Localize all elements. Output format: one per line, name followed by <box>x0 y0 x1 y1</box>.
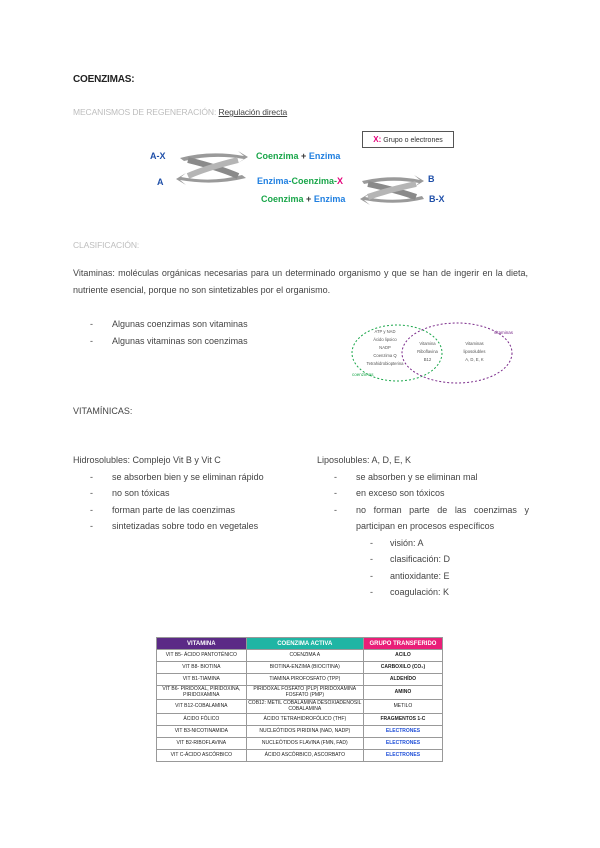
enzima-3: Enzima <box>313 194 346 204</box>
cell-grupo: FRAGMENTOS 1-C <box>363 714 442 726</box>
list-item: - visión: A <box>370 537 424 548</box>
label-ax: A-X <box>150 151 166 161</box>
vitaminicas-heading: VITAMÍNICAS: <box>73 406 133 416</box>
venn-middle-text: Vitamina Riboflavina B12 <box>417 341 438 362</box>
cell-coenzima: BIOTINA-ENZIMA (BIOCITINA) <box>246 662 363 674</box>
regeneration-arrows <box>0 0 600 260</box>
cell-vitamina: VIT B2-RIBOFLAVINA <box>157 738 247 750</box>
coenzima-1: Coenzima <box>256 151 299 161</box>
enzima-2: Enzima- <box>257 176 292 186</box>
list-item: - forman parte de las coenzimas <box>90 504 236 515</box>
table-row <box>157 650 443 662</box>
list-item: - sintetizadas sobre todo en vegetales <box>90 521 259 531</box>
cell-coenzima: NUCLEÓTIDOS FLAVINA (FMN, FAD) <box>246 738 363 750</box>
lipo-title: Liposolubles: A, D, E, K <box>317 455 412 465</box>
cell-coenzima: NUCLEÓTIDOS PIRIDINA (NAD, NADP) <box>246 726 363 738</box>
vitamins-definition: Vitaminas: moléculas orgánicas necesarias para un determinado organismo y que se han de ingerir en la dieta, nutriente esencial, porque no son sintetizables por el organismo. <box>73 268 528 295</box>
table-row <box>157 674 443 686</box>
plus-1: + <box>301 151 307 161</box>
vitamin-coenzyme-table <box>156 637 443 762</box>
label-bx: B-X <box>429 194 445 204</box>
mechanisms-link: Regulación directa <box>218 107 288 117</box>
right-exchange-arrow <box>360 175 424 205</box>
reaction-line-2 <box>257 176 343 186</box>
cell-grupo: CARBOXILO (CO₂) <box>363 662 442 674</box>
reaction-line-3 <box>261 194 345 204</box>
coenzima-2: Coenzima- <box>291 176 338 186</box>
label-b: B <box>428 174 435 184</box>
cell-grupo: ACILO <box>363 650 442 662</box>
cell-grupo: ELECTRONES <box>363 750 442 762</box>
cell-vitamina: VIT B1-TIAMINA <box>157 674 247 686</box>
cell-coenzima: ÁCIDO ASCÓRBICO, ASCORBATO <box>246 750 363 762</box>
cell-vitamina: VIT C-ÁCIDO ASCÓRBICO <box>157 750 247 762</box>
cell-vitamina: VIT B6- PIRIDOXAL, PIRIDOXINA, PIRIDOXAMINA <box>157 686 247 700</box>
cell-vitamina: VIT B8- BIOTINA <box>157 662 247 674</box>
cell-vitamina: VIT B5- ÁCIDO PANTOTÉNICO <box>157 650 247 662</box>
cell-grupo: ELECTRONES <box>363 738 442 750</box>
legend-text: Grupo o electrones <box>383 137 443 144</box>
cell-coenzima: PIRIDOXAL FOSFATO (PLP) PIRIDOXAMINA FOSFATO (PMP) <box>246 686 363 700</box>
hydrosoluble-column <box>73 452 303 535</box>
liposoluble-column <box>317 452 529 601</box>
table-row <box>157 700 443 714</box>
header-coenzima: COENZIMA ACTIVA <box>246 638 363 650</box>
page-title: COENZIMAS: <box>73 74 135 85</box>
cell-coenzima: TIAMINA PIROFOSFATO (TPP) <box>246 674 363 686</box>
list-item: - se absorben bien y se eliminan rápido <box>90 471 264 482</box>
table-row <box>157 714 443 726</box>
list-item: - no son tóxicas <box>90 488 170 498</box>
left-exchange-arrow <box>176 151 248 185</box>
cell-grupo: AMINO <box>363 686 442 700</box>
list-item: - se absorben y se eliminan mal <box>334 471 478 482</box>
label-a: A <box>157 177 164 187</box>
coenzima-3: Coenzima <box>261 194 304 204</box>
cell-coenzima: COENZIMA A <box>246 650 363 662</box>
plus-3: + <box>306 194 312 204</box>
table-header-row <box>157 638 443 650</box>
classification-heading: CLASIFICACIÓN: <box>73 240 140 250</box>
table-row <box>157 662 443 674</box>
list-item: - en exceso son tóxicos <box>334 488 445 498</box>
venn-right-label: vitaminas <box>494 330 514 335</box>
cell-vitamina: VIT B12-COBALAMINA <box>157 700 247 714</box>
cell-coenzima: COB12: METIL COBALAMINA DESOXIADENOSIL COBALAMINA <box>246 700 363 714</box>
venn-left-label: coenzimas <box>352 372 374 377</box>
list-item: - no forman parte de las coenzimas y participan en procesos específicos <box>334 504 529 531</box>
header-grupo: GRUPO TRANSFERIDO <box>363 638 442 650</box>
list-item: - coagulación: K <box>370 587 450 597</box>
list-item: - clasificación: D <box>370 554 451 564</box>
cell-grupo: METILO <box>363 700 442 714</box>
enzima-1: Enzima <box>308 151 341 161</box>
table-row <box>157 738 443 750</box>
table-row <box>157 686 443 700</box>
cell-coenzima: ÁCIDO TETRAHIDROFÓLICO (THF) <box>246 714 363 726</box>
mechanisms-label: MECANISMOS DE REGENERACIÓN: <box>73 107 219 117</box>
cell-vitamina: VIT B3-NICOTINAMIDA <box>157 726 247 738</box>
cell-grupo: ALDEHÍDO <box>363 674 442 686</box>
cell-vitamina: ÁCIDO FÓLICO <box>157 714 247 726</box>
list-item: - antioxidante: E <box>370 570 450 581</box>
legend-x: X: <box>373 135 382 144</box>
venn-left-text: ATP y NAD Ácido lipoico NADP Coenzima Q Tetrahidrobiopterina <box>366 329 404 366</box>
cell-grupo: ELECTRONES <box>363 726 442 738</box>
table-row <box>157 726 443 738</box>
reaction-line-1 <box>256 151 340 161</box>
table-row <box>157 750 443 762</box>
hydro-title: Hidrosolubles: Complejo Vit B y Vit C <box>73 455 221 465</box>
list-item: - Algunas coenzimas son vitaminas <box>90 319 248 329</box>
header-vitamina: VITAMINA <box>157 638 247 650</box>
x-2: X <box>337 176 344 186</box>
list-item: - Algunas vitaminas son coenzimas <box>90 335 248 346</box>
venn-right-text: Vitaminas liposolubles A, D, E, K <box>463 341 486 362</box>
classification-bullets <box>90 316 248 349</box>
